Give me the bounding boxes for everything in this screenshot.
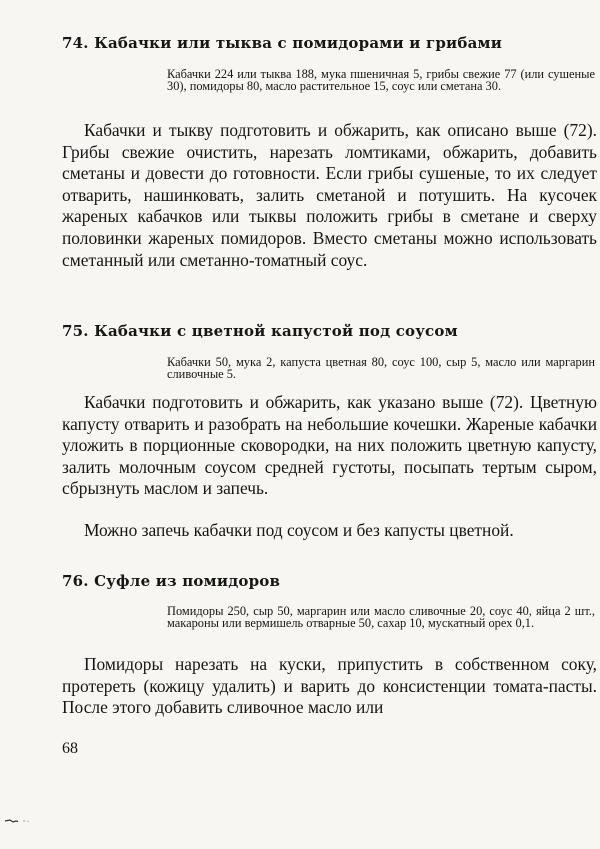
recipe-76-ingredients: Помидоры 250, сыр 50, маргарин или масло сливочные 20, соус 40, яйца 2 шт., макароны или вермишель отварные 50, сахар 10, мускатный орех 0,1. xyxy=(167,604,595,630)
recipe-76-title: 76. Суфле из помидоров xyxy=(62,572,281,590)
recipe-74-paragraph-1: Кабачки и тыкву подготовить и обжарить, как описано выше (72). Грибы свежие очистить, нарезать ломтиками, обжарить, добавить сметаны и довести до готовности. Если грибы сушеные, то их следует отварить, нашинковать, залить сметаной и потушить. На кусочек жареных кабачков или тыквы положить грибы в сметане и сверху половинки жареных помидоров. Вместо сметаны можно использовать сметанный или сметанно-томатный соус. xyxy=(62,120,597,270)
recipe-74-title: 74. Кабачки или тыква с помидорами и грибами xyxy=(62,34,503,52)
page-number: 68 xyxy=(62,740,78,757)
recipe-76-paragraph-1: Помидоры нарезать на куски, припустить в собственном соку, протереть (кожицу удалить) и варить до консистенции томата-пасты. После этого добавить сливочное масло или xyxy=(62,654,597,718)
recipe-74-ingredients: Кабачки 224 или тыква 188, мука пшеничная 5, грибы свежие 77 (или сушеные 30), помидоры 80, масло растительное 15, соус или сметана 30. xyxy=(167,67,595,93)
recipe-75-title: 75. Кабачки с цветной капустой под соусом xyxy=(62,322,458,340)
recipe-75-paragraph-2: Можно запечь кабачки под соусом и без капусты цветной. xyxy=(84,520,514,540)
recipe-75-paragraph-1: Кабачки подготовить и обжарить, как указано выше (72). Цветную капусту отварить и разобрать на небольшие кочешки. Жареные кабачки уложить в порционные сковородки, на них положить цветную капусту, залить молочным соусом средней густоты, посыпать тертым сыром, сбрызнуть маслом и запечь. xyxy=(62,392,597,499)
recipe-75-ingredients: Кабачки 50, мука 2, капуста цветная 80, соус 100, сыр 5, масло или маргарин сливочные 5. xyxy=(167,355,595,381)
ink-smudge-mark xyxy=(4,819,30,823)
